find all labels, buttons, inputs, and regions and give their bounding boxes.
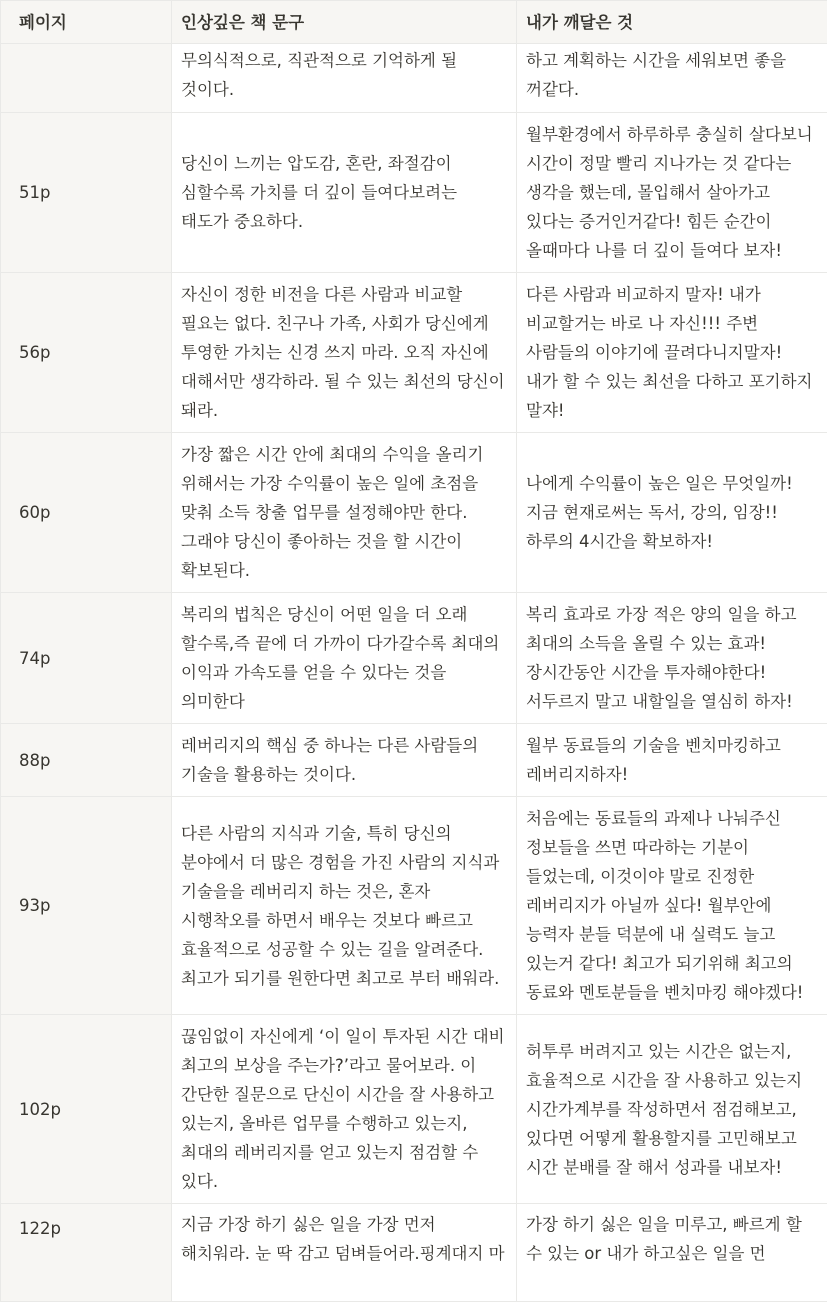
learned-cell[interactable]: 가장 하기 싫은 일을 미루고, 빠르게 할 수 있는 or 내가 하고싶은 일을 먼 [517, 1204, 827, 1302]
table-row [1, 1015, 827, 1204]
learned-cell[interactable]: 다른 사람과 비교하지 말자! 내가 비교할거는 바로 나 자신!!! 주변 사람들의 이야기에 끌려다니지말자! 내가 할 수 있는 최선을 다하고 포기하지 말쟈! [517, 273, 827, 433]
table-row [1, 273, 827, 433]
learned-cell[interactable]: 처음에는 동료들의 과제나 나눠주신 정보들을 쓰면 따라하는 기분이 들었는데, 이것이야 말로 진정한 레버리지가 아닐까 싶다! 월부안에 능력자 분들 덕분에 내 실력도 늘고 있는거 같다! 최고가 되기위해 최고의 동료와 멘토분들을 벤치마킹 해야겠다! [517, 797, 827, 1015]
table-row [1, 593, 827, 724]
quote-cell[interactable]: 무의식적으로, 직관적으로 기억하게 될 것이다. [172, 44, 517, 113]
quote-cell[interactable]: 다른 사람의 지식과 기술, 특히 당신의 분야에서 더 많은 경험을 가진 사람의 지식과 기술을을 레버리지 하는 것은, 혼자 시행착오를 하면서 배우는 것보다 빠르고 효율적으로 성공할 수 있는 길을 알려준다. 최고가 되기를 원한다면 최고로 부터 배워라. [172, 797, 517, 1015]
table-row [1, 724, 827, 797]
header-learned[interactable]: 내가 깨달은 것 [517, 1, 827, 44]
page-cell[interactable]: 93p [1, 797, 172, 1015]
learned-cell[interactable]: 복리 효과로 가장 적은 양의 일을 하고 최대의 소득을 올릴 수 있는 효과! 장시간동안 시간을 투자해야한다! 서두르지 말고 내할일을 열심히 하자! [517, 593, 827, 724]
table-row [1, 44, 827, 113]
quote-cell[interactable]: 자신이 정한 비전을 다른 사람과 비교할 필요는 없다. 친구나 가족, 사회가 당신에게 투영한 가치는 신경 쓰지 마라. 오직 자신에 대해서만 생각하라. 될 수 있는 최선의 당신이 돼라. [172, 273, 517, 433]
quote-cell[interactable]: 복리의 법칙은 당신이 어떤 일을 더 오래 할수록,즉 끝에 더 가까이 다가갈수록 최대의 이익과 가속도를 얻을 수 있다는 것을 의미한다 [172, 593, 517, 724]
table-row [1, 433, 827, 593]
quote-cell[interactable]: 끊임없이 자신에게 ‘이 일이 투자된 시간 대비 최고의 보상을 주는가?’라고 물어보라. 이 간단한 질문으로 단신이 시간을 잘 사용하고 있는지, 올바른 업무를 수행하고 있는지, 최대의 레버리지를 얻고 있는지 점검할 수 있다. [172, 1015, 517, 1204]
learned-cell[interactable]: 하고 계획하는 시간을 세워보면 좋을 꺼같다. [517, 44, 827, 113]
header-row [1, 1, 827, 44]
table-row [1, 797, 827, 1015]
quote-cell[interactable]: 레버리지의 핵심 중 하나는 다른 사람들의 기술을 활용하는 것이다. [172, 724, 517, 797]
quote-cell[interactable]: 지금 가장 하기 싫은 일을 가장 먼저 해치워라. 눈 딱 감고 덤벼들어라.핑계대지 마 [172, 1204, 517, 1302]
table-header [1, 1, 827, 44]
page-cell[interactable]: 74p [1, 593, 172, 724]
quote-cell[interactable]: 가장 짧은 시간 안에 최대의 수익을 올리기 위해서는 가장 수익률이 높은 일에 초점을 맞춰 소득 창출 업무를 설정해야만 한다. 그래야 당신이 좋아하는 것을 할 시간이 확보된다. [172, 433, 517, 593]
header-page[interactable]: 페이지 [1, 1, 172, 44]
page-cell[interactable] [1, 44, 172, 113]
page-cell[interactable]: 102p [1, 1015, 172, 1204]
page-cell[interactable]: 60p [1, 433, 172, 593]
learned-cell[interactable]: 나에게 수익률이 높은 일은 무엇일까! 지금 현재로써는 독서, 강의, 임장!! 하루의 4시간을 확보하자! [517, 433, 827, 593]
header-quote[interactable]: 인상깊은 책 문구 [172, 1, 517, 44]
table-row [1, 113, 827, 273]
page-cell[interactable]: 56p [1, 273, 172, 433]
learned-cell[interactable]: 허투루 버려지고 있는 시간은 없는지, 효율적으로 시간을 잘 사용하고 있는지 시간가계부를 작성하면서 점검해보고, 있다면 어떻게 활용할지를 고민해보고 시간 분배를 잘 해서 성과를 내보자! [517, 1015, 827, 1204]
learned-cell[interactable]: 월부환경에서 하루하루 충실히 살다보니 시간이 정말 빨리 지나가는 것 같다는 생각을 했는데, 몰입해서 살아가고 있다는 증거인거같다! 힘든 순간이 올때마다 나를 더 깊이 들여다 보자! [517, 113, 827, 273]
page-cell[interactable]: 51p [1, 113, 172, 273]
quote-cell[interactable]: 당신이 느끼는 압도감, 혼란, 좌절감이 심할수록 가치를 더 깊이 들여다보려는 태도가 중요하다. [172, 113, 517, 273]
page-cell[interactable]: 122p [1, 1204, 172, 1302]
learned-cell[interactable]: 월부 동료들의 기술을 벤치마킹하고 레버리지하자! [517, 724, 827, 797]
table-row [1, 1204, 827, 1302]
page-cell[interactable]: 88p [1, 724, 172, 797]
